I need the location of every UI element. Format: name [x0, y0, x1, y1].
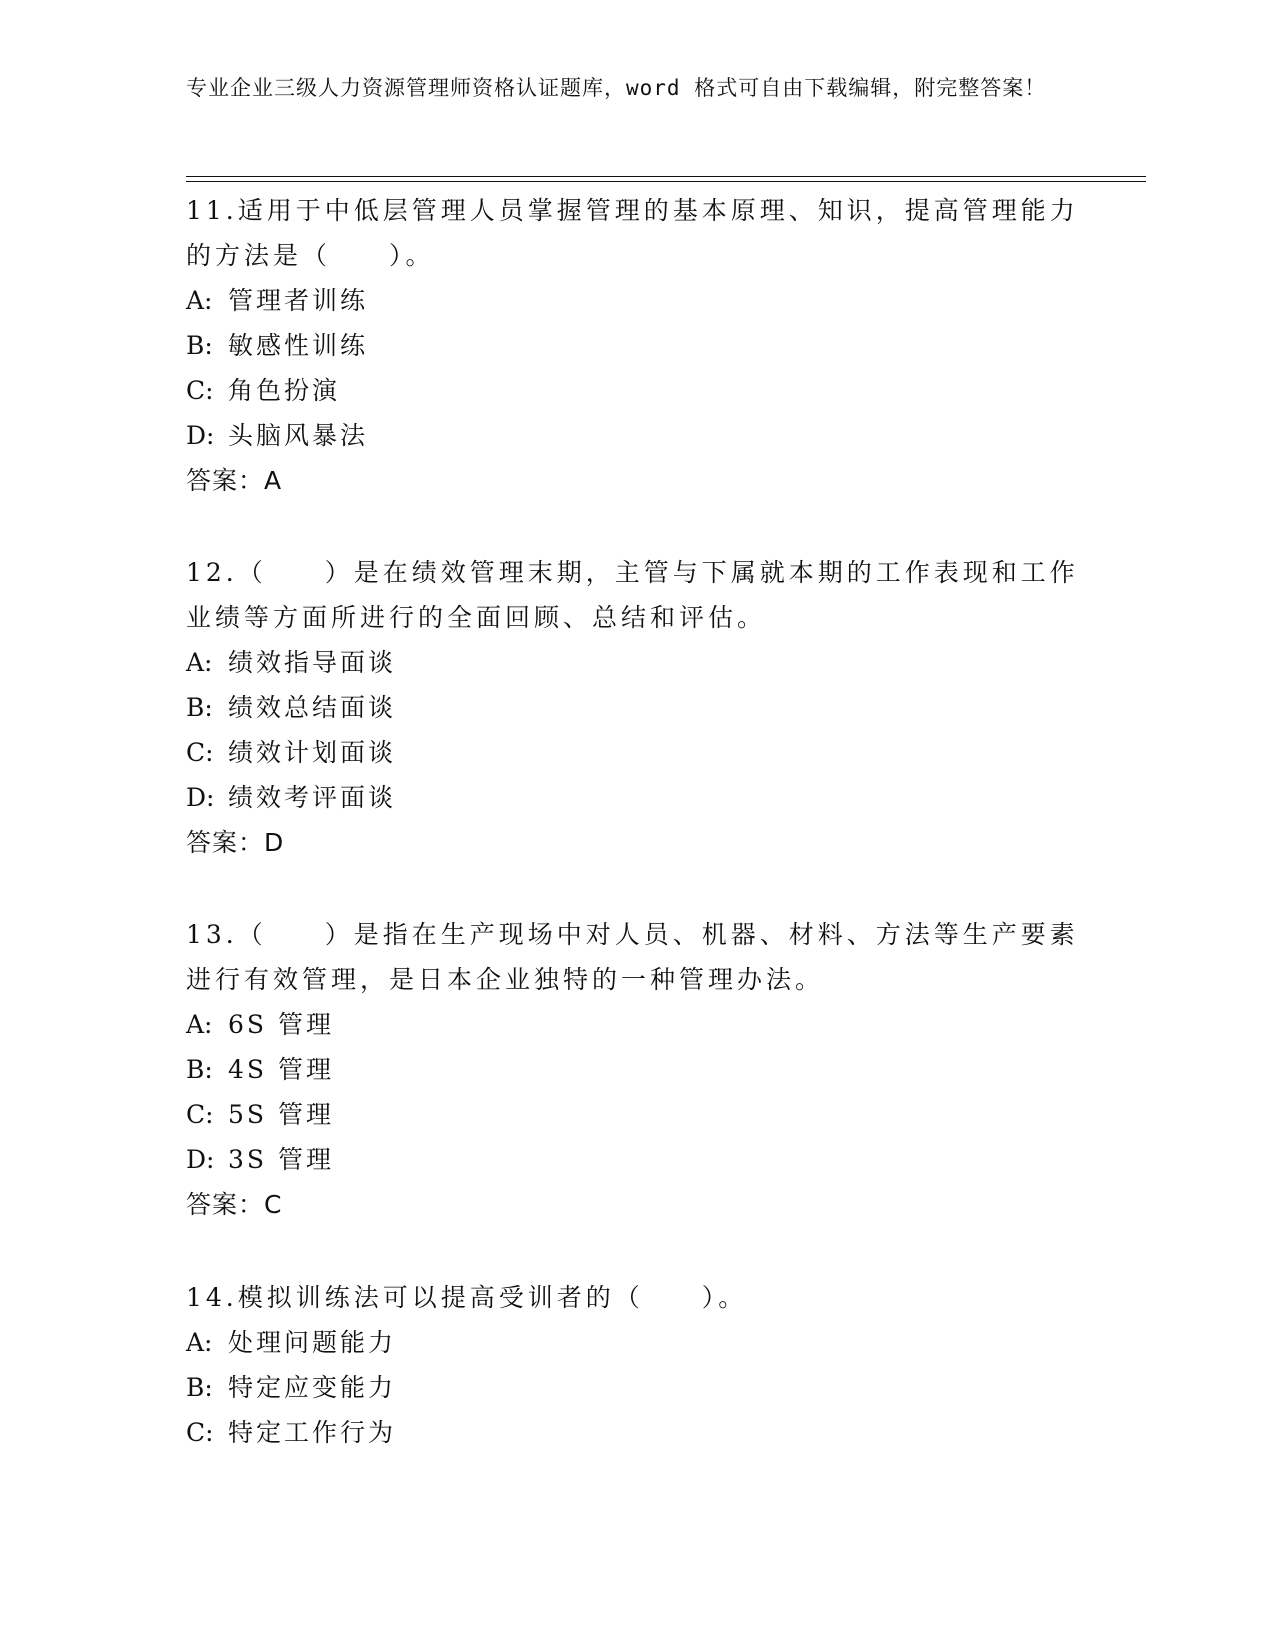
option-d	[186, 1137, 1086, 1182]
option-d	[186, 413, 1086, 458]
option-c	[186, 730, 1086, 775]
option-letter: A:	[186, 1010, 213, 1039]
option-text: 特定工作行为	[228, 1418, 397, 1447]
question-12	[186, 550, 1086, 865]
option-text: 6S 管理	[228, 1010, 334, 1039]
question-14	[186, 1275, 1086, 1455]
option-c	[186, 1410, 1086, 1455]
option-letter: C:	[186, 738, 214, 767]
option-text: 4S 管理	[228, 1055, 334, 1084]
option-letter: A:	[186, 286, 213, 315]
answer-line: 答案：A	[186, 466, 283, 495]
header-divider-top	[186, 176, 1146, 177]
option-text: 特定应变能力	[228, 1373, 397, 1402]
option-b	[186, 685, 1086, 730]
option-d	[186, 775, 1086, 820]
option-text: 角色扮演	[228, 376, 341, 405]
option-a	[186, 1002, 1086, 1047]
option-letter: B:	[186, 1373, 213, 1402]
option-text: 处理问题能力	[228, 1328, 397, 1357]
question-stem: 11.适用于中低层管理人员掌握管理的基本原理、知识，提高管理能力的方法是（ ）。	[186, 196, 1079, 270]
option-text: 敏感性训练	[228, 331, 369, 360]
option-a	[186, 640, 1086, 685]
option-c	[186, 368, 1086, 413]
question-stem: 13.（ ）是指在生产现场中对人员、机器、材料、方法等生产要素进行有效管理，是日本企业独特的一种管理办法。	[186, 920, 1079, 994]
option-a	[186, 1320, 1086, 1365]
question-stem: 12.（ ）是在绩效管理末期，主管与下属就本期的工作表现和工作业绩等方面所进行的全面回顾、总结和评估。	[186, 558, 1079, 632]
option-letter: D:	[186, 421, 215, 450]
answer-line: 答案：D	[186, 828, 285, 857]
option-letter: C:	[186, 1418, 214, 1447]
option-b	[186, 323, 1086, 368]
option-text: 3S 管理	[228, 1145, 334, 1174]
option-letter: C:	[186, 1100, 214, 1129]
option-letter: D:	[186, 783, 215, 812]
option-letter: D:	[186, 1145, 215, 1174]
option-c	[186, 1092, 1086, 1137]
option-text: 绩效总结面谈	[228, 693, 397, 722]
option-text: 绩效指导面谈	[228, 648, 397, 677]
option-letter: B:	[186, 331, 213, 360]
answer-line: 答案：C	[186, 1190, 283, 1219]
question-11	[186, 188, 1086, 503]
option-b	[186, 1047, 1086, 1092]
option-letter: B:	[186, 693, 213, 722]
option-text: 绩效计划面谈	[228, 738, 397, 767]
option-letter: C:	[186, 376, 214, 405]
question-13	[186, 912, 1086, 1227]
option-b	[186, 1365, 1086, 1410]
option-letter: A:	[186, 648, 213, 677]
option-text: 绩效考评面谈	[228, 783, 397, 812]
question-stem: 14.模拟训练法可以提高受训者的（ ）。	[186, 1283, 748, 1312]
option-text: 5S 管理	[228, 1100, 334, 1129]
option-text: 头脑风暴法	[228, 421, 369, 450]
option-text: 管理者训练	[228, 286, 369, 315]
option-letter: A:	[186, 1328, 213, 1357]
document-header: 专业企业三级人力资源管理师资格认证题库，word 格式可自由下载编辑，附完整答案！	[186, 76, 1047, 100]
header-divider-bottom	[186, 181, 1146, 182]
option-a	[186, 278, 1086, 323]
option-letter: B:	[186, 1055, 213, 1084]
